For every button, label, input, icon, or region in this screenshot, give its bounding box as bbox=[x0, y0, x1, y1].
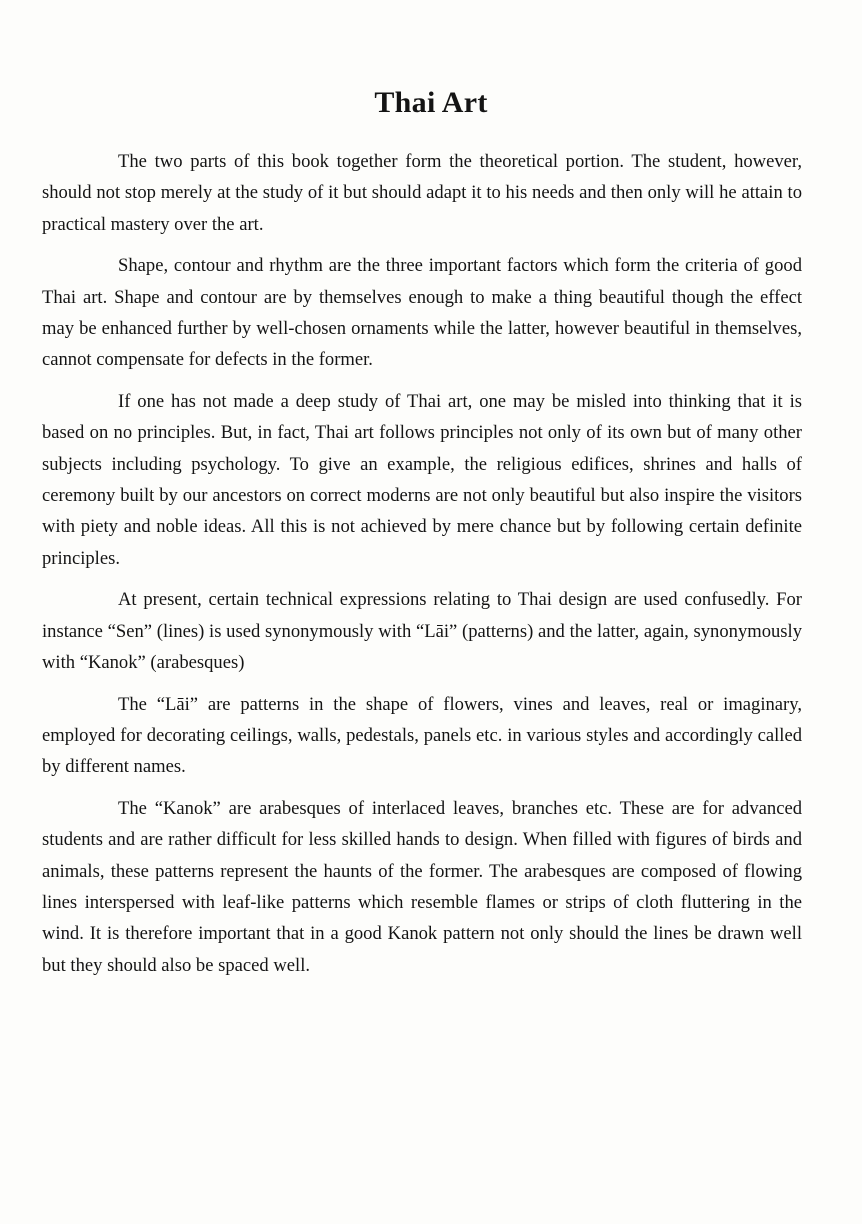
page-title: Thai Art bbox=[374, 86, 488, 119]
paragraph-terminology: At present, certain technical expressions relating to Thai design are used confusedly. For instance “Sen” (lines) is used synonymously with “Lāi” (patterns) and the latter, again, synonymously with “Kanok” (arabesques) bbox=[42, 589, 802, 674]
paragraph-kanok: The “Kanok” are arabesques of interlaced leaves, branches etc. These are for advanced students and are rather difficult for less skilled hands to design. When filled with figures of birds and animals, these patterns represent the haunts of the former. The arabesques are composed of flowing lines interspersed with leaf-like patterns which resemble flames or strips of cloth fluttering in the wind. It is therefore important that in a good Kanok pattern not only should the lines be drawn well but they should also be spaced well. bbox=[42, 797, 802, 976]
paragraph-lai: The “Lāi” are patterns in the shape of flowers, vines and leaves, real or imaginary, employed for decorating ceilings, walls, pedestals, panels etc. in various styles and accordingly called by different names. bbox=[42, 693, 802, 778]
paragraph-intro: The two parts of this book together form the theoretical portion. The student, however, should not stop merely at the study of it but should adapt it to his needs and then only will he attain to practical mastery over the art. bbox=[42, 151, 802, 235]
body-text bbox=[42, 146, 802, 991]
paragraph-principles: If one has not made a deep study of Thai art, one may be misled into thinking that it is based on no principles. But, in fact, Thai art follows principles not only of its own but of many other subjects including psychology. To give an example, the religious edifices, shrines and halls of ceremony built by our ancestors on correct moderns are not only beautiful but also inspire the visitors with piety and noble ideas. All this is not achieved by mere chance but by following certain definite principles. bbox=[42, 390, 802, 569]
paragraph-shape-contour: Shape, contour and rhythm are the three important factors which form the criteria of good Thai art. Shape and contour are by themselves enough to make a thing beautiful though the effect may be enhanced further by well-chosen ornaments while the latter, however beautiful in themselves, cannot compensate for defects in the former. bbox=[42, 255, 802, 371]
